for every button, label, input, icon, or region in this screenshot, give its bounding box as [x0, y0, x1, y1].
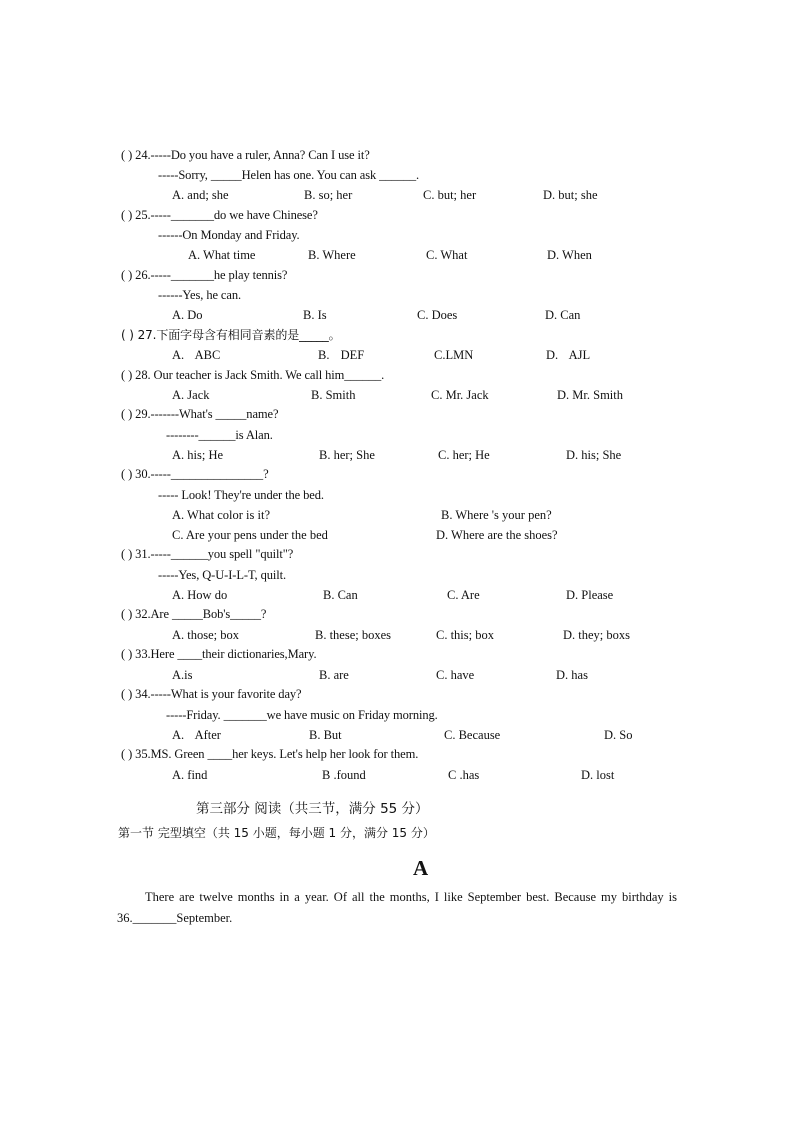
- question-33-stem: ( ) 33.Here ____their dictionaries,Mary.: [121, 647, 317, 661]
- question-27-option-d[interactable]: D. AJL: [546, 348, 591, 362]
- question-30-option-d[interactable]: D. Where are the shoes?: [436, 528, 558, 542]
- question-35-option-b[interactable]: B .found: [322, 768, 366, 782]
- question-33-option-d[interactable]: D. has: [556, 668, 588, 682]
- question-35-option-d[interactable]: D. lost: [581, 768, 615, 782]
- section-subtitle: 第一节 完型填空（共 15 小题，每小题 1 分，满分 15 分）: [118, 826, 435, 840]
- question-26-option-c[interactable]: C. Does: [417, 308, 458, 322]
- question-34-option-d[interactable]: D. So: [604, 728, 633, 742]
- question-29-option-d[interactable]: D. his; She: [566, 448, 622, 462]
- question-30-stem: ( ) 30.-----_______________?: [121, 467, 269, 481]
- question-33-option-c[interactable]: C. have: [436, 668, 475, 682]
- question-24-option-a[interactable]: A. and; she: [172, 188, 229, 202]
- question-31-option-d[interactable]: D. Please: [566, 588, 614, 602]
- question-26-option-b[interactable]: B. Is: [303, 308, 327, 322]
- question-35-option-c[interactable]: C .has: [448, 768, 480, 782]
- question-32-stem: ( ) 32.Are _____Bob's_____?: [121, 607, 267, 621]
- question-34-option-c[interactable]: C. Because: [444, 728, 501, 742]
- question-32-option-a[interactable]: A. those; box: [172, 628, 240, 642]
- question-27-option-c[interactable]: C.LMN: [434, 348, 474, 362]
- question-25-option-a[interactable]: A. What time: [188, 248, 256, 262]
- question-35-option-a[interactable]: A. find: [172, 768, 208, 782]
- question-29-stem: ( ) 29.-------What's _____name?: [121, 407, 279, 421]
- question-31-option-b[interactable]: B. Can: [323, 588, 358, 602]
- question-31-option-c[interactable]: C. Are: [447, 588, 480, 602]
- question-34-option-b[interactable]: B. But: [309, 728, 342, 742]
- question-25-stem: ( ) 25.-----_______do we have Chinese?: [121, 208, 318, 222]
- question-30-reply: ----- Look! They're under the bed.: [158, 488, 324, 502]
- question-29-reply: --------______is Alan.: [166, 428, 273, 442]
- question-29-option-a[interactable]: A. his; He: [172, 448, 224, 462]
- question-24-stem: ( ) 24.-----Do you have a ruler, Anna? Can I use it?: [121, 148, 370, 162]
- question-27-option-b[interactable]: B. DEF: [318, 348, 365, 362]
- question-32-option-b[interactable]: B. these; boxes: [315, 628, 392, 642]
- question-28-stem: ( ) 28. Our teacher is Jack Smith. We call him______.: [121, 368, 385, 382]
- question-26-reply: ------Yes, he can.: [158, 288, 242, 302]
- question-31-stem: ( ) 31.-----______you spell "quilt"?: [121, 547, 294, 561]
- question-34-option-a[interactable]: A. After: [172, 728, 221, 742]
- question-32-option-c[interactable]: C. this; box: [436, 628, 494, 642]
- question-27-stem: ( ) 27.下面字母含有相同音素的是_____。: [121, 328, 341, 342]
- question-30-option-c[interactable]: C. Are your pens under the bed: [172, 528, 328, 542]
- question-27-option-a[interactable]: A. ABC: [172, 348, 221, 362]
- question-25-option-b[interactable]: B. Where: [308, 248, 356, 262]
- question-28-option-a[interactable]: A. Jack: [172, 388, 210, 402]
- section-title: 第三部分 阅读（共三节，满分 55 分）: [196, 801, 429, 817]
- question-33-option-a[interactable]: A.is: [172, 668, 193, 682]
- question-33-option-b[interactable]: B. are: [319, 668, 349, 682]
- question-31-option-a[interactable]: A. How do: [172, 588, 228, 602]
- question-24-reply: -----Sorry, _____Helen has one. You can ask ______.: [158, 168, 420, 182]
- question-26-option-d[interactable]: D. Can: [545, 308, 581, 322]
- question-30-option-a[interactable]: A. What color is it?: [172, 508, 271, 522]
- question-24-option-c[interactable]: C. but; her: [423, 188, 477, 202]
- question-26-option-a[interactable]: A. Do: [172, 308, 203, 322]
- passage-text: There are twelve months in a year. Of all the months, I like September best. Because my birthday is 36._______September.: [117, 890, 677, 925]
- question-25-option-d[interactable]: D. When: [547, 248, 592, 262]
- question-25-option-c[interactable]: C. What: [426, 248, 468, 262]
- question-28-option-c[interactable]: C. Mr. Jack: [431, 388, 489, 402]
- question-28-option-d[interactable]: D. Mr. Smith: [557, 388, 623, 402]
- question-30-option-b[interactable]: B. Where 's your pen?: [441, 508, 552, 522]
- question-24-option-b[interactable]: B. so; her: [304, 188, 353, 202]
- question-34-reply: -----Friday. _______we have music on Friday morning.: [166, 708, 438, 722]
- question-35-stem: ( ) 35.MS. Green ____her keys. Let's help her look for them.: [121, 747, 419, 761]
- question-24-option-d[interactable]: D. but; she: [543, 188, 598, 202]
- question-29-option-c[interactable]: C. her; He: [438, 448, 490, 462]
- question-29-option-b[interactable]: B. her; She: [319, 448, 375, 462]
- question-34-stem: ( ) 34.-----What is your favorite day?: [121, 687, 302, 701]
- question-26-stem: ( ) 26.-----_______he play tennis?: [121, 268, 288, 282]
- question-28-option-b[interactable]: B. Smith: [311, 388, 356, 402]
- question-25-reply: ------On Monday and Friday.: [158, 228, 300, 242]
- passage-label: A: [413, 856, 429, 880]
- question-32-option-d[interactable]: D. they; boxs: [563, 628, 631, 642]
- question-31-reply: -----Yes, Q-U-I-L-T, quilt.: [158, 568, 287, 582]
